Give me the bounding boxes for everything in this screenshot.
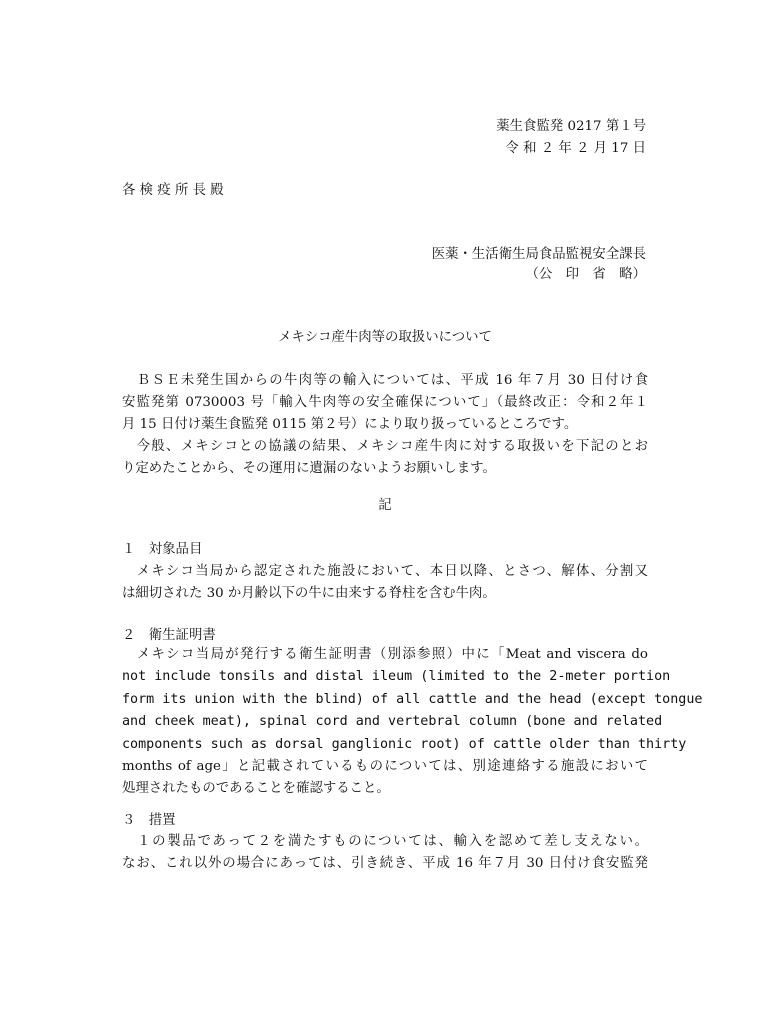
section-2-line: メキシコ当局が発行する衛生証明書（別添参照）中に「Meat and viscera do (122, 647, 648, 662)
addressee: 各 検 疫 所 長 殿 (122, 183, 224, 198)
document-number: 薬生食監発 0217 第１号 (496, 119, 646, 134)
section-1-line: メキシコ当局から認定された施設において、本日以降、とさつ、解体、分割又 (122, 564, 648, 579)
section-3-line: １の製品であって２を満たすものについては、輸入を認めて差し支えない。 (122, 834, 648, 849)
document-subject: メキシコ産牛肉等の取扱いについて (278, 330, 492, 345)
section-3-heading: ３ 措置 (122, 813, 176, 828)
section-2-line: 処理されたものであることを確認すること。 (122, 781, 390, 796)
section-2-line: form its union with the blind) of all cattle and the head (except tongue (122, 692, 703, 707)
section-1-line: は細切された 30 か月齢以下の牛に由来する脊柱を含む牛肉。 (122, 586, 496, 601)
section-2-line: months of age」と記載されているものについては、別途連絡する施設において (122, 759, 648, 774)
section-2-heading: ２ 衛生証明書 (122, 628, 216, 643)
ki-heading: 記 (378, 498, 392, 513)
intro-line: 月 15 日付け薬生食監発 0115 第２号）により取り扱っているところです。 (122, 417, 578, 432)
seal-omitted-note: （公 印 省 略） (525, 267, 646, 282)
section-3-line: なお、これ以外の場合にあっては、引き続き、平成 16 年７月 30 日付け食安監発 (122, 856, 648, 871)
section-2-line: and cheek meat), spinal cord and vertebral column (bone and related (122, 714, 663, 729)
section-2-line: not include tonsils and distal ileum (limited to the 2-meter portion (122, 669, 671, 684)
intro-line: ＢＳＥ未発生国からの牛肉等の輸入については、平成 16 年７月 30 日付け食 (122, 373, 648, 388)
section-1-heading: １ 対象品目 (122, 542, 203, 557)
intro-line: り定めたことから、その運用に遺漏のないようお願いします。 (122, 461, 496, 476)
document-date: 令 和 ２ 年 ２ 月 17 日 (505, 141, 646, 156)
intro-line: 今般、メキシコとの協議の結果、メキシコ産牛肉に対する取扱いを下記のとお (122, 439, 648, 454)
section-2-line: components such as dorsal ganglionic root) of cattle older than thirty (122, 737, 687, 752)
intro-line: 安監発第 0730003 号「輸入牛肉等の安全確保について」（最終改正：令和２年１ (122, 395, 648, 410)
sender-title: 医薬・生活衛生局食品監視安全課長 (431, 247, 646, 262)
